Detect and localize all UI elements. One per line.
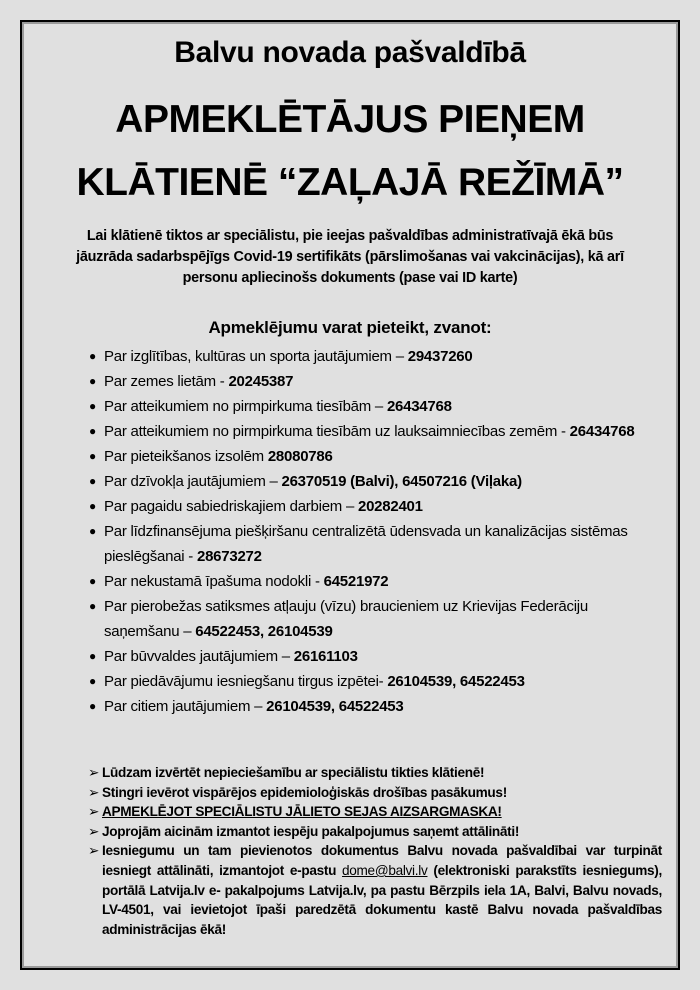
note-item <box>88 763 672 783</box>
bullet-dot-icon: ● <box>89 524 96 538</box>
contact-item <box>88 669 658 694</box>
note-item <box>88 802 672 822</box>
title-main-line1: APMEKLĒTĀJUS PIEŅEM <box>115 98 585 141</box>
note-text: Stingri ievērot vispārējos epidemioloģiskās drošības pasākumus! <box>102 784 507 800</box>
contact-item <box>88 419 658 444</box>
arrow-bullet-icon: ➢ <box>88 784 100 800</box>
contact-topic: Par zemes lietām - <box>104 373 229 390</box>
contact-phone: 26104539, 64522453 <box>387 673 525 690</box>
contact-phone: 20282401 <box>357 498 423 515</box>
contact-topic: Par būvvaldes jautājumiem – <box>104 648 294 665</box>
bullet-dot-icon: ● <box>89 499 96 513</box>
contact-item <box>88 469 658 494</box>
bullet-dot-icon: ● <box>89 449 96 463</box>
contact-topic: Par citiem jautājumiem – <box>104 698 267 715</box>
bullet-dot-icon: ● <box>89 349 96 363</box>
arrow-bullet-icon: ➢ <box>88 843 100 859</box>
bullet-dot-icon: ● <box>89 674 96 688</box>
note-item-remote-submission <box>88 841 672 939</box>
contact-topic: Par nekustamā īpašuma nodokli - <box>104 573 324 590</box>
contact-item <box>88 344 658 369</box>
contact-phone: 26434768 <box>569 423 635 440</box>
bullet-dot-icon: ● <box>89 474 96 488</box>
contact-phone: 26104539, 64522453 <box>266 698 404 715</box>
bullet-dot-icon: ● <box>89 374 96 388</box>
note-item <box>88 822 672 842</box>
contact-phone: 20245387 <box>228 373 294 390</box>
contact-phone: 26370519 (Balvi), 64507216 (Viļaka) <box>281 473 522 490</box>
contact-item <box>88 594 658 644</box>
contact-item <box>88 494 658 519</box>
contact-phone: 28673272 <box>196 548 262 565</box>
note-text: Lūdzam izvērtēt nepieciešamību ar speciālistu tikties klātienē! <box>102 765 485 780</box>
note-text-mask-warning: APMEKLĒJOT SPECIĀLISTU JĀLIETO SEJAS AIZSARGMASKA! <box>102 804 502 820</box>
contact-topic: Par pierobežas satiksmes atļauju (vīzu) braucieniem uz Krievijas Federāciju saņemšanu – <box>104 598 588 640</box>
contact-item <box>88 444 658 469</box>
note-text: Joprojām aicinām izmantot iespēju pakalpojumus saņemt attālināti! <box>102 823 520 839</box>
contact-topic: Par atteikumiem no pirmpirkuma tiesībām uz lauksaimniecības zemēm - <box>104 423 570 440</box>
note-text: Iesniegumu un tam pievienotos dokumentus Balvu novada pašvaldībai var turpināt iesniegt attālināti, izmantojot e-pastu <box>102 843 662 878</box>
bullet-dot-icon: ● <box>89 424 96 438</box>
bullet-dot-icon: ● <box>89 599 96 613</box>
title-main-line2: KLĀTIENĒ “ZAĻAJĀ REŽĪMĀ” <box>76 161 624 204</box>
contact-item <box>88 369 658 394</box>
contact-topic: Par līdzfinansējuma piešķiršanu centralizētā ūdensvada un kanalizācijas sistēmas pieslēgšanai - <box>104 523 628 565</box>
contact-phone: 29437260 <box>407 348 473 365</box>
contacts-list <box>88 344 658 719</box>
contact-topic: Par pieteikšanos izsolēm <box>104 448 268 465</box>
contact-item <box>88 644 658 669</box>
contacts-heading: Apmeklējumu varat pieteikt, zvanot: <box>208 318 492 337</box>
title-municipality: Balvu novada pašvaldībā <box>174 36 526 69</box>
email-link[interactable]: dome@balvi.lv <box>342 862 428 878</box>
contact-topic: Par izglītības, kultūras un sporta jautājumiem – <box>104 348 408 365</box>
contact-topic: Par dzīvokļa jautājumiem – <box>104 473 282 490</box>
contact-phone: 28080786 <box>267 448 333 465</box>
arrow-bullet-icon: ➢ <box>88 804 100 820</box>
bullet-dot-icon: ● <box>89 649 96 663</box>
contact-topic: Par atteikumiem no pirmpirkuma tiesībām – <box>104 398 387 415</box>
bullet-dot-icon: ● <box>89 699 96 713</box>
bullet-dot-icon: ● <box>89 399 96 413</box>
arrow-bullet-icon: ➢ <box>88 765 100 780</box>
contact-phone: 26161103 <box>293 648 358 665</box>
contact-phone: 64521972 <box>323 573 389 590</box>
note-item <box>88 783 672 803</box>
notes-list <box>88 763 672 939</box>
contact-topic: Par pagaidu sabiedriskajiem darbiem – <box>104 498 358 515</box>
contact-item <box>88 519 658 569</box>
contact-item <box>88 569 658 594</box>
contact-phone: 26434768 <box>386 398 452 415</box>
contact-phone: 64522453, 26104539 <box>195 623 333 640</box>
intro-paragraph: Lai klātienē tiktos ar speciālistu, pie ieejas pašvaldības administratīvajā ēkā būs jāuzrāda sadarbspējīgs Covid-19 sertifikāts (pārslimošanas vai vakcinācijas), kā arī personu apliecinošs dokuments (pase vai ID karte) <box>76 228 624 286</box>
contact-item <box>88 694 658 719</box>
bullet-dot-icon: ● <box>89 574 96 588</box>
contact-topic: Par piedāvājumu iesniegšanu tirgus izpētei- <box>104 673 388 690</box>
note-text: (elektroniski parakstīts iesniegums), portālā Latvija.lv e- pakalpojums Latvija.lv, pa pastu Bērzpils iela 1A, Balvi, Balvu novads, LV-4501, vai ievietojot īpaši paredzētā dokumentu kastē Balvu novada pašvaldības administrācijas ēkā! <box>102 862 662 937</box>
arrow-bullet-icon: ➢ <box>88 823 100 839</box>
contact-item <box>88 394 658 419</box>
